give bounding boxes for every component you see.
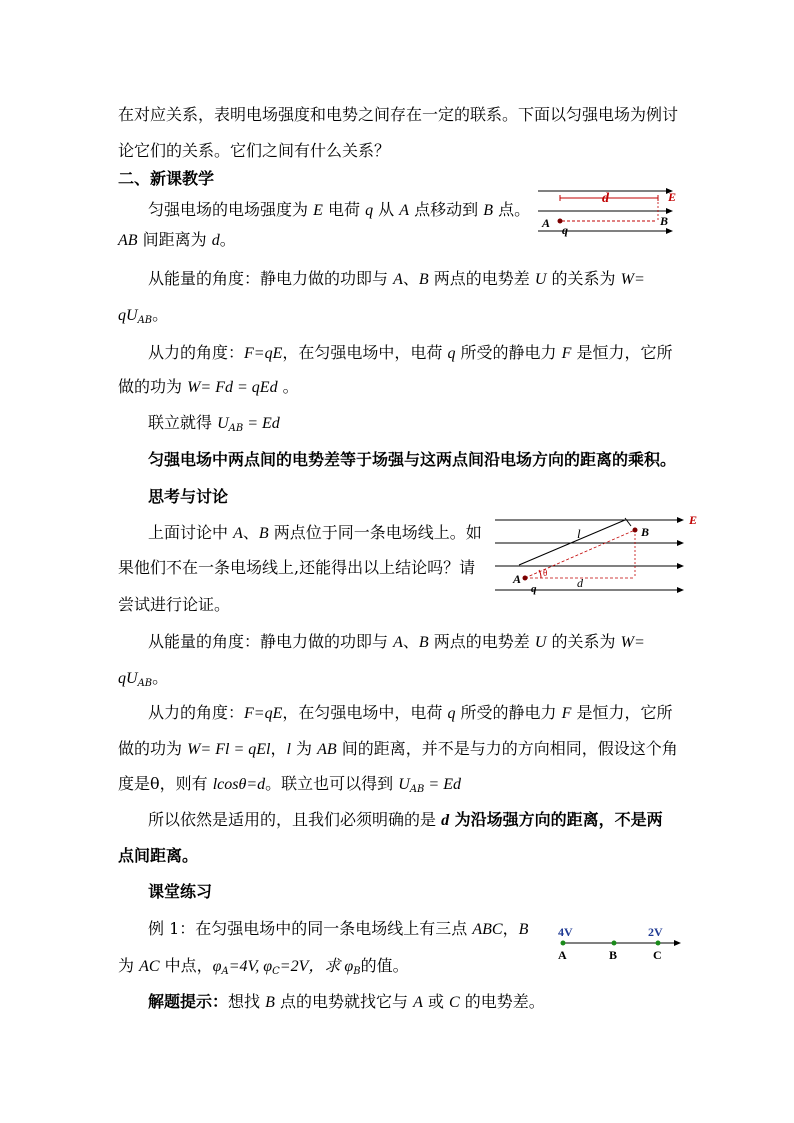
sec1-para1: 匀强电场的电场强度为 E 电荷 q 从 A 点移动到 B 点。 <box>148 200 531 219</box>
think-line-2: 果他们不在一条电场线上,还能得出以上结论吗？请 <box>118 558 476 577</box>
label-q: q <box>562 223 568 237</box>
figure-2-field-diagram <box>495 508 705 598</box>
label-A: A <box>513 572 522 586</box>
label-C: C <box>653 948 662 962</box>
think-line-1: 上面讨论中 A、B 两点位于同一条电场线上。如 <box>148 523 482 542</box>
example-line-2: 为 AC 中点，$\varphi_A=4V$, $\varphi_C=2V$，求 $\varphi_B$的值。 <box>118 956 409 977</box>
practice-title: 课堂练习 <box>148 882 213 901</box>
think-title: 思考与讨论 <box>148 487 229 506</box>
arrow-head-icon <box>677 517 684 523</box>
label-B: B <box>609 948 618 962</box>
section-title: 二、新课教学 <box>118 169 215 188</box>
label-l: l <box>577 526 581 541</box>
charge-q-point <box>523 576 528 581</box>
think-energy-line-2: $qU_{AB}$。 <box>118 668 169 689</box>
label-theta: θ <box>543 568 548 578</box>
label-B: B <box>660 214 669 228</box>
label-q: q <box>531 583 537 595</box>
example-line-1: 例 1：在匀强电场中的同一条电场线上有三点 ABC，B <box>148 919 529 938</box>
think-line-3: 尝试进行论证。 <box>118 595 231 614</box>
think-force-line: 从力的角度：F=qE，在匀强电场中，电荷 q 所受的静电力 F 是恒力，它所 <box>148 703 673 722</box>
arrow-head-icon <box>666 228 673 234</box>
sec1-combine-line: 联立就得 $U_{AB} = Ed$ <box>148 413 280 434</box>
think-energy-line: 从能量的角度：静电力做的功即与 A、B 两点的电势差 U 的关系为 W= <box>148 632 645 651</box>
arrow-head-icon <box>674 940 681 946</box>
think-angle-line: 度是θ，则有 lcosθ=d。联立也可以得到 $U_{AB} = Ed$ <box>118 774 461 795</box>
label-A: A <box>542 216 551 230</box>
arrow-head-icon <box>677 540 684 546</box>
sec1-energy-line-2: $qU_{AB}$。 <box>118 305 169 326</box>
point-B <box>612 941 617 946</box>
sec1-energy-line: 从能量的角度：静电力做的功即与 A、B 两点的电势差 U 的关系为 W= <box>148 269 645 288</box>
sec1-work-line: 做的功为 W= Fd = qEd 。 <box>118 377 299 396</box>
label-E: E <box>689 513 698 527</box>
intro-line-1: 在对应关系，表明电场强度和电势之间存在一定的联系。下面以匀强电场为例讨 <box>118 105 679 124</box>
sec1-para2: AB 间距离为 d。 <box>118 230 236 249</box>
sec1-force-line: 从力的角度：F=qE，在匀强电场中，电荷 q 所受的静电力 F 是恒力，它所 <box>148 343 673 362</box>
label-B: B <box>641 525 650 539</box>
think-apply-line-2: 点间距离。 <box>118 846 199 865</box>
label-E: E <box>668 190 677 204</box>
figure-3-potential-line <box>552 923 688 965</box>
label-d: d <box>577 576 583 590</box>
figure-1-field-diagram <box>530 183 690 245</box>
label-4V: 4V <box>558 925 573 939</box>
conclusion: 匀强电场中两点间的电势差等于场强与这两点间沿电场方向的距离的乘积。 <box>148 450 677 469</box>
arrow-head-icon <box>677 587 684 593</box>
intro-line-2: 论它们的关系。它们之间有什么关系？ <box>118 141 391 160</box>
think-work-line: 做的功为 W= Fl = qEl，l 为 AB 间的距离，并不是与力的方向相同，假设这个角 <box>118 739 678 758</box>
label-A: A <box>558 948 567 962</box>
label-2V: 2V <box>648 925 663 939</box>
hint-line: 解题提示：想找 B 点的电势就找它与 A 或 C 的电势差。 <box>148 992 545 1011</box>
point-C <box>656 941 661 946</box>
think-apply-line: 所以依然是适用的，且我们必须明确的是 d 为沿场强方向的距离，不是两 <box>148 810 663 829</box>
label-d: d <box>602 191 609 206</box>
point-A <box>561 941 566 946</box>
point-B <box>633 528 638 533</box>
arrow-head-icon <box>677 563 684 569</box>
